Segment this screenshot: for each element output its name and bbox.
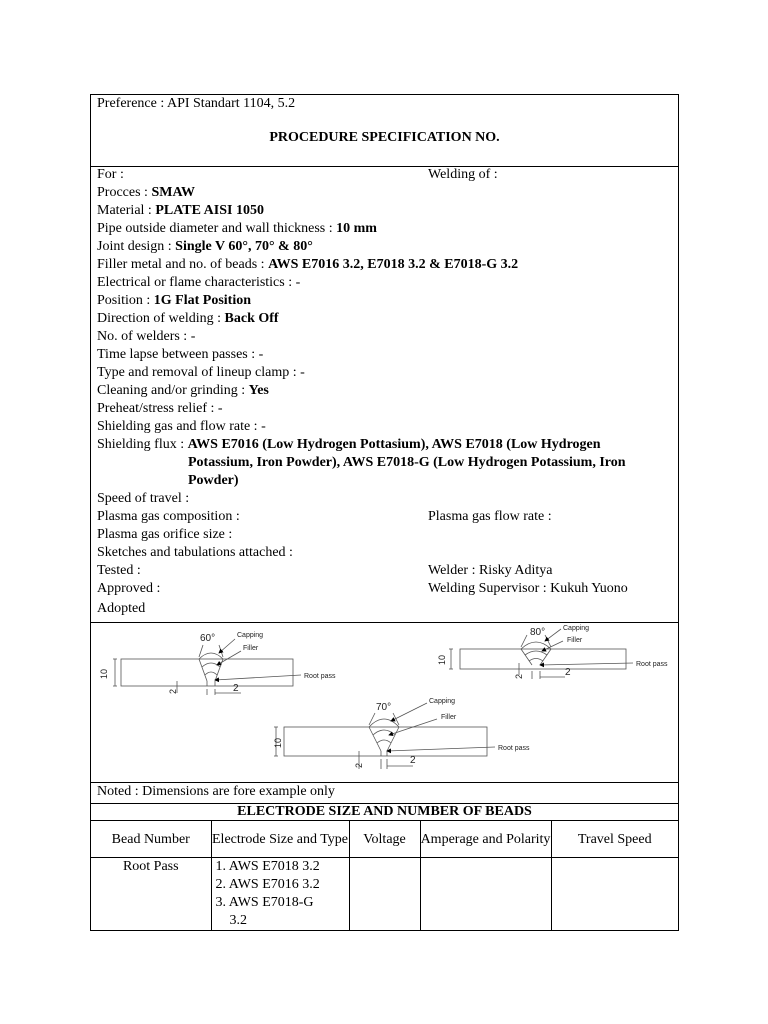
root-pass-label-2: Root pass (636, 661, 668, 668)
root-face-label-1: 2 (168, 688, 178, 694)
joint-sketch-60 (113, 639, 301, 695)
plasma-composition-field: Plasma gas composition : (97, 509, 240, 524)
header-travel-speed: Travel Speed (551, 821, 678, 858)
filler-label-3: Filler (441, 714, 457, 721)
electrode-item: 1. AWS E7018 3.2 (215, 859, 320, 874)
electrode-item-continuation: 3.2 (229, 913, 247, 928)
electrode-item: 3. AWS E7018-G (215, 895, 314, 910)
angle-label-80: 80° (530, 627, 546, 638)
process-field: Procces : SMAW (97, 185, 195, 200)
preheat-field: Preheat/stress relief : - (97, 401, 223, 416)
electrical-field: Electrical or flame characteristics : - (97, 275, 301, 290)
filler-label-1: Filler (243, 645, 259, 652)
header-bead-number: Bead Number (91, 821, 211, 858)
root-pass-label-1: Root pass (304, 673, 336, 680)
filler-metal-field: Filler metal and no. of beads : AWS E7016 3.2, E7018 3.2 & E7018-G 3.2 (97, 257, 519, 272)
gap-label-3: 2 (410, 755, 416, 766)
weld-joint-drawings (91, 623, 678, 782)
table-title: ELECTRODE SIZE AND NUMBER OF BEADS (237, 804, 532, 819)
form-title: PROCEDURE SPECIFICATION NO. (269, 130, 500, 145)
travel-speed-cell (551, 858, 678, 931)
table-header-row (91, 821, 678, 858)
shielding-flux-line-3: Powder) (188, 473, 239, 488)
electrode-item: 2. AWS E7016 3.2 (215, 877, 320, 892)
pipe-thickness-field: Pipe outside diameter and wall thickness : 10 mm (97, 221, 377, 236)
filler-label-2: Filler (567, 637, 583, 644)
plasma-orifice-field: Plasma gas orifice size : (97, 527, 233, 542)
position-field: Position : 1G Flat Position (97, 293, 252, 308)
gap-label-1: 2 (233, 683, 239, 694)
header-amperage: Amperage and Polarity (420, 821, 551, 858)
header-voltage: Voltage (349, 821, 420, 858)
welders-field: No. of welders : - (97, 329, 196, 344)
procedure-specification-form (90, 94, 679, 931)
material-field: Material : PLATE AISI 1050 (97, 203, 264, 218)
header-electrode: Electrode Size and Type (211, 821, 349, 858)
thickness-label-1: 10 (99, 668, 109, 679)
gap-label-2: 2 (565, 667, 571, 678)
voltage-cell (349, 858, 420, 931)
speed-travel-field: Speed of travel : (97, 491, 190, 506)
note-text: Noted : Dimensions are fore example only (97, 784, 335, 799)
shielding-flux-line-2: Potassium, Iron Powder), AWS E7018-G (Low Hydrogen Potassium, Iron (188, 455, 626, 470)
electrode-table-title (91, 804, 678, 821)
root-face-label-2: 2 (514, 673, 524, 679)
thickness-label-3: 10 (273, 737, 283, 748)
for-field: For : (97, 167, 124, 182)
electrode-table (91, 821, 678, 930)
lineup-clamp-field: Type and removal of lineup clamp : - (97, 365, 305, 380)
electrode-size-table (91, 821, 678, 930)
form-header (91, 95, 678, 167)
sketches-field: Sketches and tabulations attached : (97, 545, 293, 560)
capping-label-2: Capping (563, 625, 590, 632)
tested-field: Tested : (97, 563, 141, 578)
shielding-flux-field: Shielding flux : AWS E7016 (Low Hydrogen Pottasium), AWS E7018 (Low Hydrogen (97, 437, 601, 452)
root-pass-label-3: Root pass (498, 745, 530, 752)
bead-number-cell: Root Pass (91, 858, 211, 931)
procedure-details (91, 167, 678, 623)
capping-label-1: Capping (237, 632, 264, 639)
dimensions-note (91, 783, 678, 804)
joint-sketches (91, 623, 678, 783)
welding-of-field: Welding of : (428, 167, 498, 182)
welder-field: Welder : Risky Aditya (428, 563, 553, 578)
direction-field: Direction of welding : Back Off (97, 311, 279, 326)
thickness-label-2: 10 (437, 654, 447, 665)
shielding-gas-field: Shielding gas and flow rate : - (97, 419, 266, 434)
joint-design-field: Joint design : Single V 60°, 70° & 80° (97, 239, 313, 254)
capping-label-3: Capping (429, 698, 456, 705)
supervisor-field: Welding Supervisor : Kukuh Yuono (428, 581, 628, 596)
preference-text: Preference : API Standart 1104, 5.2 (97, 96, 296, 111)
plasma-flow-field: Plasma gas flow rate : (428, 509, 552, 524)
electrode-cell (211, 858, 349, 931)
approved-field: Approved : (97, 581, 161, 596)
table-row (91, 858, 678, 931)
adopted-field: Adopted (97, 601, 146, 616)
amperage-cell (420, 858, 551, 931)
root-face-label-3: 2 (354, 762, 364, 768)
angle-label-60: 60° (200, 633, 216, 644)
time-lapse-field: Time lapse between passes : - (97, 347, 264, 362)
cleaning-field: Cleaning and/or grinding : Yes (97, 383, 269, 398)
angle-label-70: 70° (376, 702, 392, 713)
